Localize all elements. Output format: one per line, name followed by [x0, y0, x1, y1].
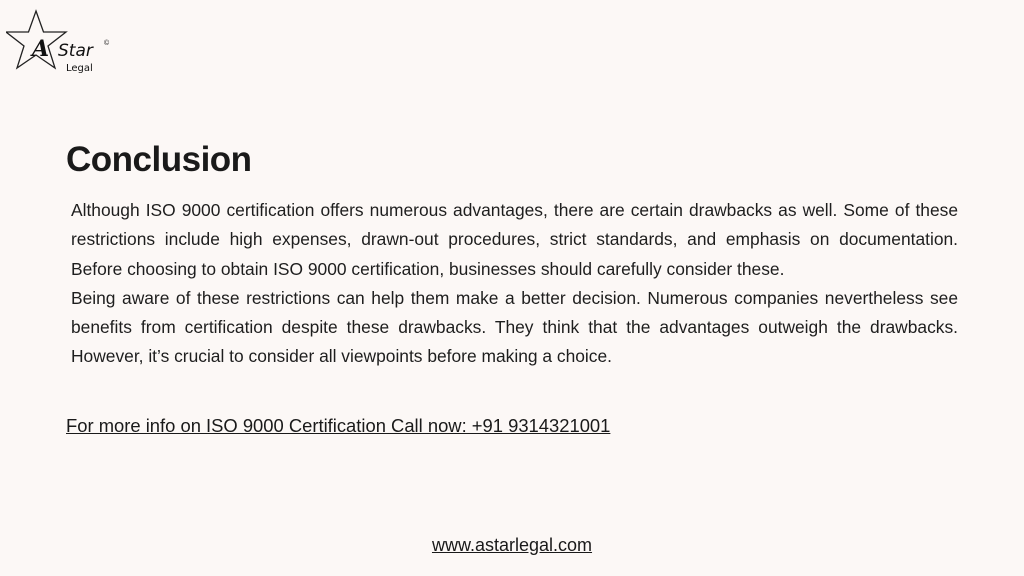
logo-subtitle: Legal — [66, 63, 93, 74]
logo-letter: A — [32, 36, 50, 62]
copyright-mark: © — [104, 40, 110, 47]
slide-title: Conclusion — [66, 140, 252, 179]
paragraph: Being aware of these restrictions can help them make a better decision. Numerous companies nevertheless see benefits from certification despite these drawbacks. They think that the advantages outweigh the drawbacks. However, it’s crucial to consider all viewpoints before making a choice. — [71, 287, 958, 367]
logo-word: Star — [58, 41, 93, 61]
slide-body — [71, 196, 958, 372]
logo — [6, 8, 110, 76]
website-link[interactable]: www.astarlegal.com — [431, 535, 593, 555]
footer — [0, 535, 1024, 556]
contact-link[interactable]: For more info on ISO 9000 Certification Call now: +91 9314321001 — [66, 415, 611, 436]
paragraph: Although ISO 9000 certification offers numerous advantages, there are certain drawbacks as well. Some of these restrictions include high expenses, drawn-out procedures, strict standards, and emphasis on documentation. Before choosing to obtain ISO 9000 certification, businesses should carefully consider these. — [71, 200, 958, 279]
